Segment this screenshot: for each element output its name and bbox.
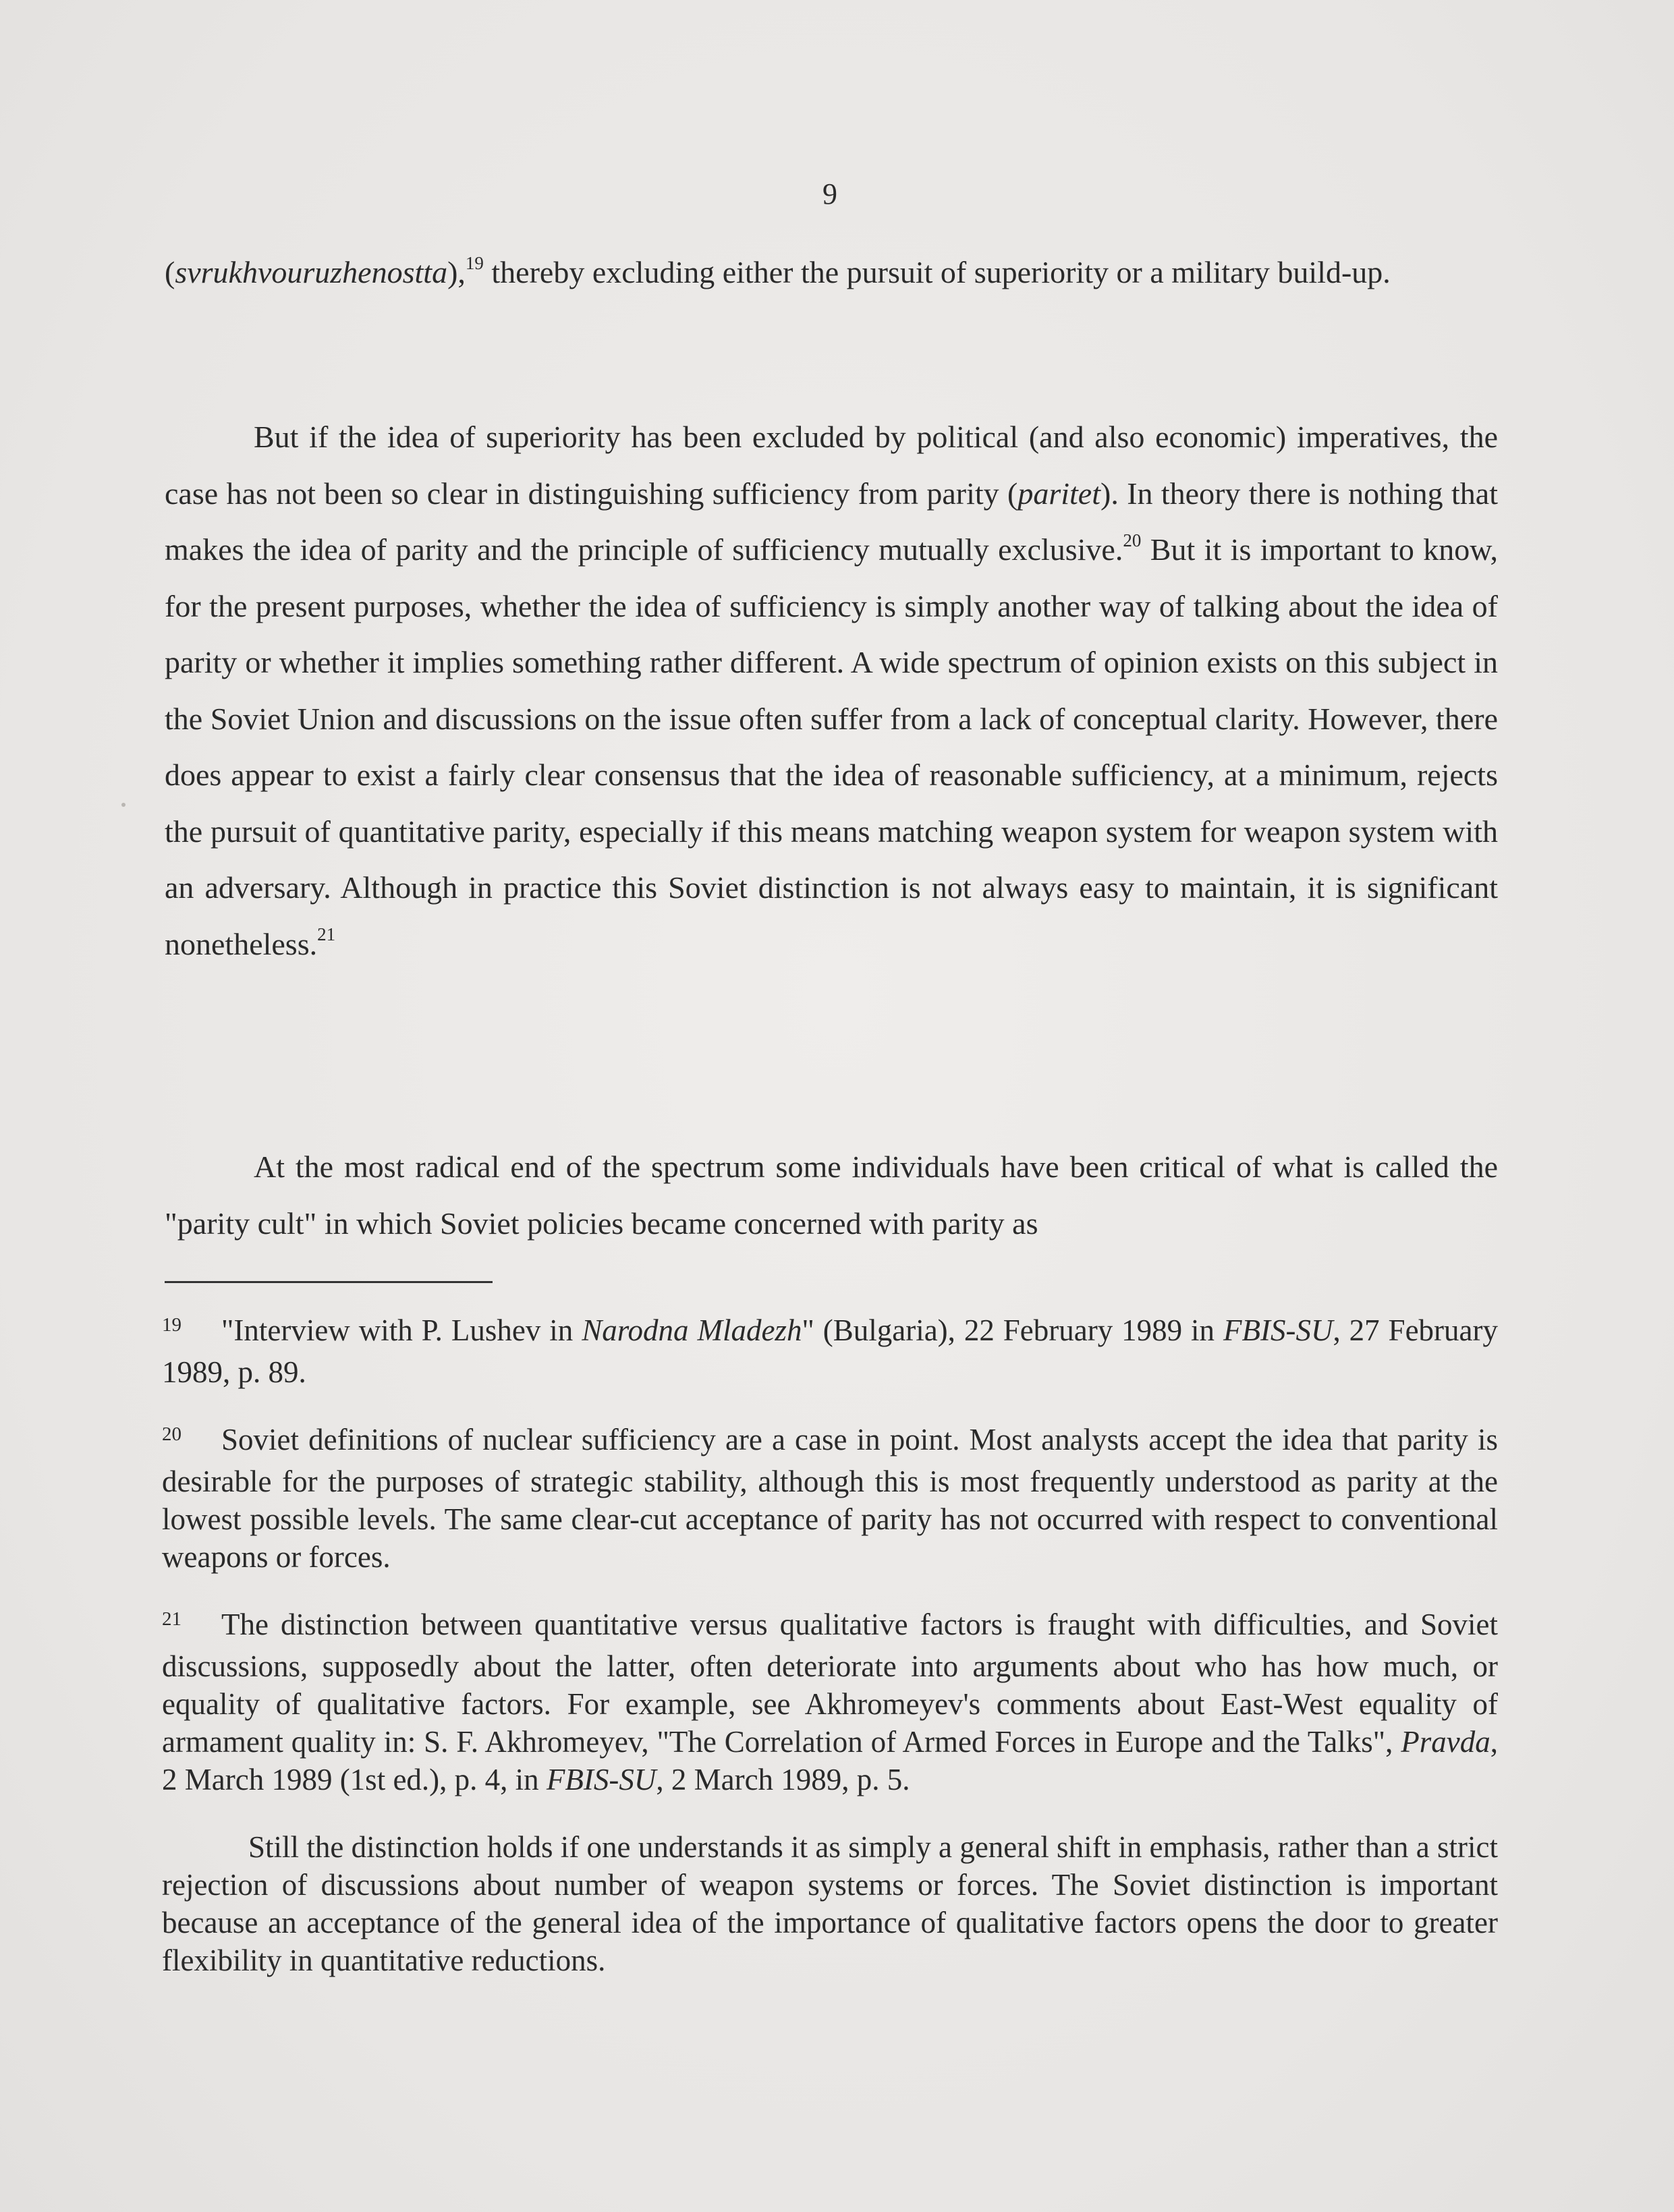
footnote-number: 20 (162, 1423, 182, 1445)
paper-speck (121, 803, 125, 807)
body-paragraph-2: But if the idea of superiority has been excluded by political (and also economic) imperatives, the case has not been so clear in distinguishing sufficiency from parity (paritet). In theory there is nothing that makes the idea of parity and the principle of sufficiency mutually exclusive.$^{20}$ But it is important to know, for the present purposes, whether the idea of sufficiency is simply another way of talking about the idea of parity or whether it implies something rather different. A wide spectrum of opinion exists on this subject in the Soviet Union and discussions on the issue often suffer from a lack of conceptual clarity. However, there does appear to exist a fairly clear consensus that the idea of reasonable sufficiency, at a minimum, rejects the pursuit of quantitative parity, especially if this means matching weapon system for weapon system with an adversary. Although in practice this Soviet distinction is not always easy to maintain, it is significant nonetheless.$^{21}$ (165, 420, 1499, 961)
footnote-19: 19 "Interview with P. Lushev in Narodna Mladezh" (Bulgaria), 22 February 1989 in FBIS-SU, 27 February 1989, p. 89. (162, 1311, 1498, 1391)
footnote-separator (165, 1281, 493, 1283)
body-paragraph-3: At the most radical end of the spectrum some individuals have been critical of what is called the "parity cult" in which Soviet policies became concerned with parity as (165, 1150, 1498, 1241)
footnote-21: 21 The distinction between quantitative versus qualitative factors is fraught with difficulties, and Soviet discussions, supposedly about the latter, often deteriorate into arguments about who has how much, or equality of qualitative factors. For example, see Akhromeyev's comments about East-West equality of armament quality in: S. F. Akhromeyev, "The Correlation of Armed Forces in Europe and the Talks", Pravda, 2 March 1989 (1st ed.), p. 4, in FBIS-SU, 2 March 1989, p. 5. (162, 1606, 1498, 1798)
footnote-20: 20 Soviet definitions of nuclear sufficiency are a case in point. Most analysts accept the idea that parity is desirable for the purposes of strategic stability, although this is most frequently understood as parity at the lowest possible levels. The same clear-cut acceptance of parity has not occurred with respect to conventional weapons or forces. (162, 1421, 1498, 1576)
footnote-ref-19[interactable]: 19 (465, 252, 484, 273)
italic-term: paritet (1017, 476, 1101, 511)
footnote-21-continuation: Still the distinction holds if one understands it as simply a general shift in emphasis, rather than a strict rejection of discussions about number of weapon systems or forces. The Soviet distinction is important because an acceptance of the general idea of the importance of qualitative factors opens the door to greater flexibility in quantitative reductions. (162, 1830, 1498, 1977)
footnote-number: 21 (162, 1608, 182, 1630)
body-paragraph-1: (svrukhvouruzhenostta),$^{19}$ thereby excluding either the pursuit of superiority or a military build-up. (165, 252, 1391, 289)
footnote-number: 19 (162, 1314, 182, 1336)
page-number: 9 (822, 177, 837, 210)
footnote-ref-21[interactable]: 21 (317, 924, 336, 945)
footnote-ref-20[interactable]: 20 (1123, 530, 1142, 550)
italic-term: svrukhvouruzhenostta (175, 255, 448, 289)
